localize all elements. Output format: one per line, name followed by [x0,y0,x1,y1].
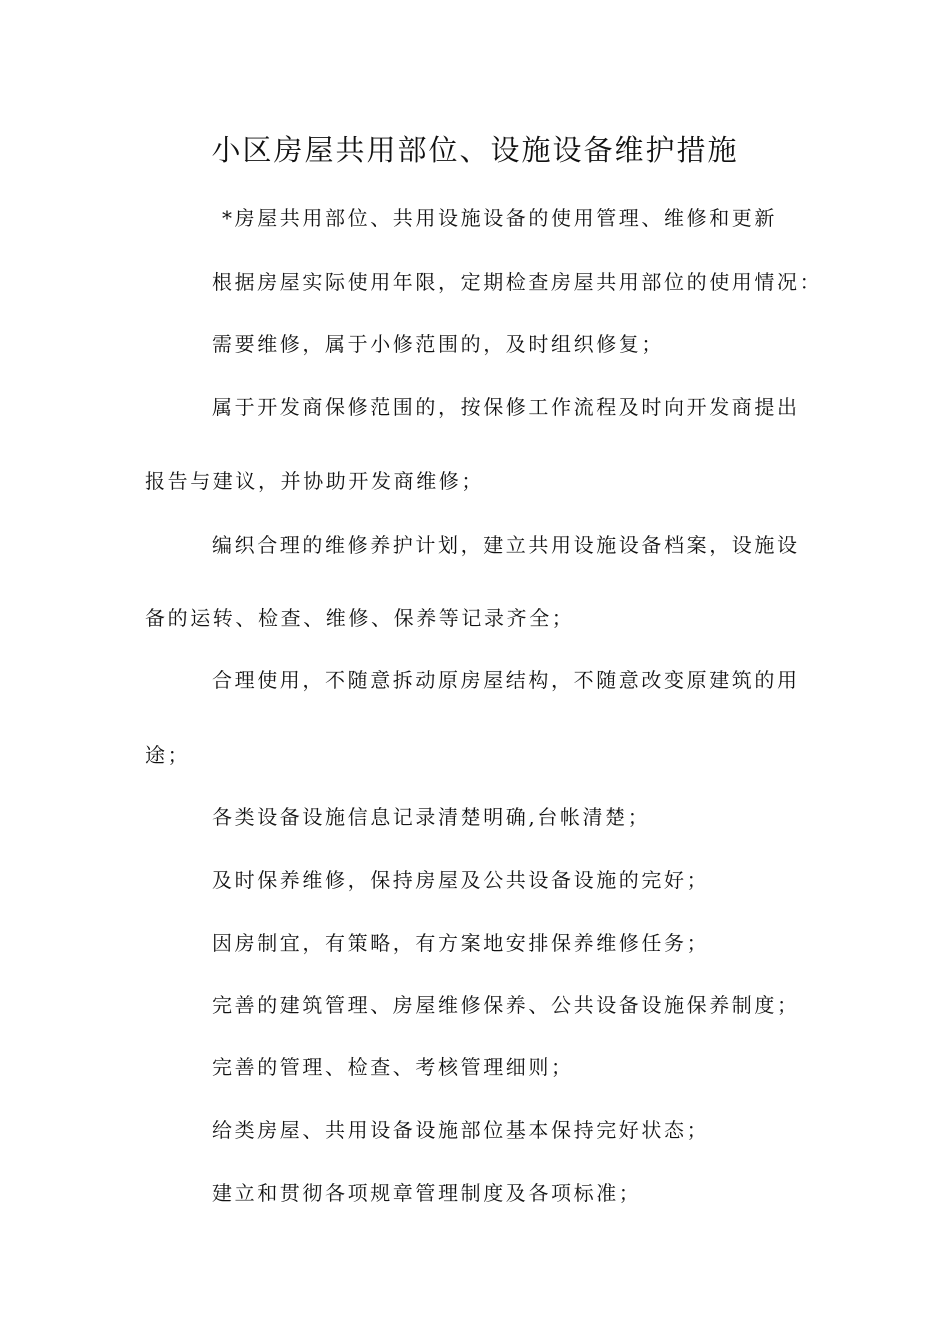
paragraph-line: 完善的管理、检查、考核管理细则； [212,1055,574,1079]
paragraph-line: 因房制宜，有策略，有方案地安排保养维修任务； [212,931,710,955]
paragraph-line: 及时保养维修，保持房屋及公共设备设施的完好； [212,868,710,892]
paragraph-line: 建立和贯彻各项规章管理制度及各项标准； [212,1181,642,1205]
paragraph-line: 完善的建筑管理、房屋维修保养、公共设备设施保养制度； [212,993,800,1017]
paragraph-line: 根据房屋实际使用年限，定期检查房屋共用部位的使用情况： [212,270,823,294]
paragraph-line: 备的运转、检查、维修、保养等记录齐全； [145,606,575,630]
paragraph-line: 合理使用，不随意拆动原房屋结构，不随意改变原建筑的用 [212,668,800,692]
document-subtitle: *房屋共用部位、共用设施设备的使用管理、维修和更新 [222,206,777,230]
paragraph-line: 属于开发商保修范围的，按保修工作流程及时向开发商提出 [212,395,800,419]
paragraph-line: 报告与建议，并协助开发商维修； [145,469,484,493]
document-title: 小区房屋共用部位、设施设备维护措施 [211,133,739,167]
paragraph-line: 需要维修，属于小修范围的，及时组织修复； [212,332,664,356]
paragraph-line: 各类设备设施信息记录清楚明确,台帐清楚； [212,805,651,829]
paragraph-line: 编织合理的维修养护计划，建立共用设施设备档案，设施设 [212,533,800,557]
paragraph-line: 给类房屋、共用设备设施部位基本保持完好状态； [212,1118,710,1142]
paragraph-line: 途； [145,743,191,767]
